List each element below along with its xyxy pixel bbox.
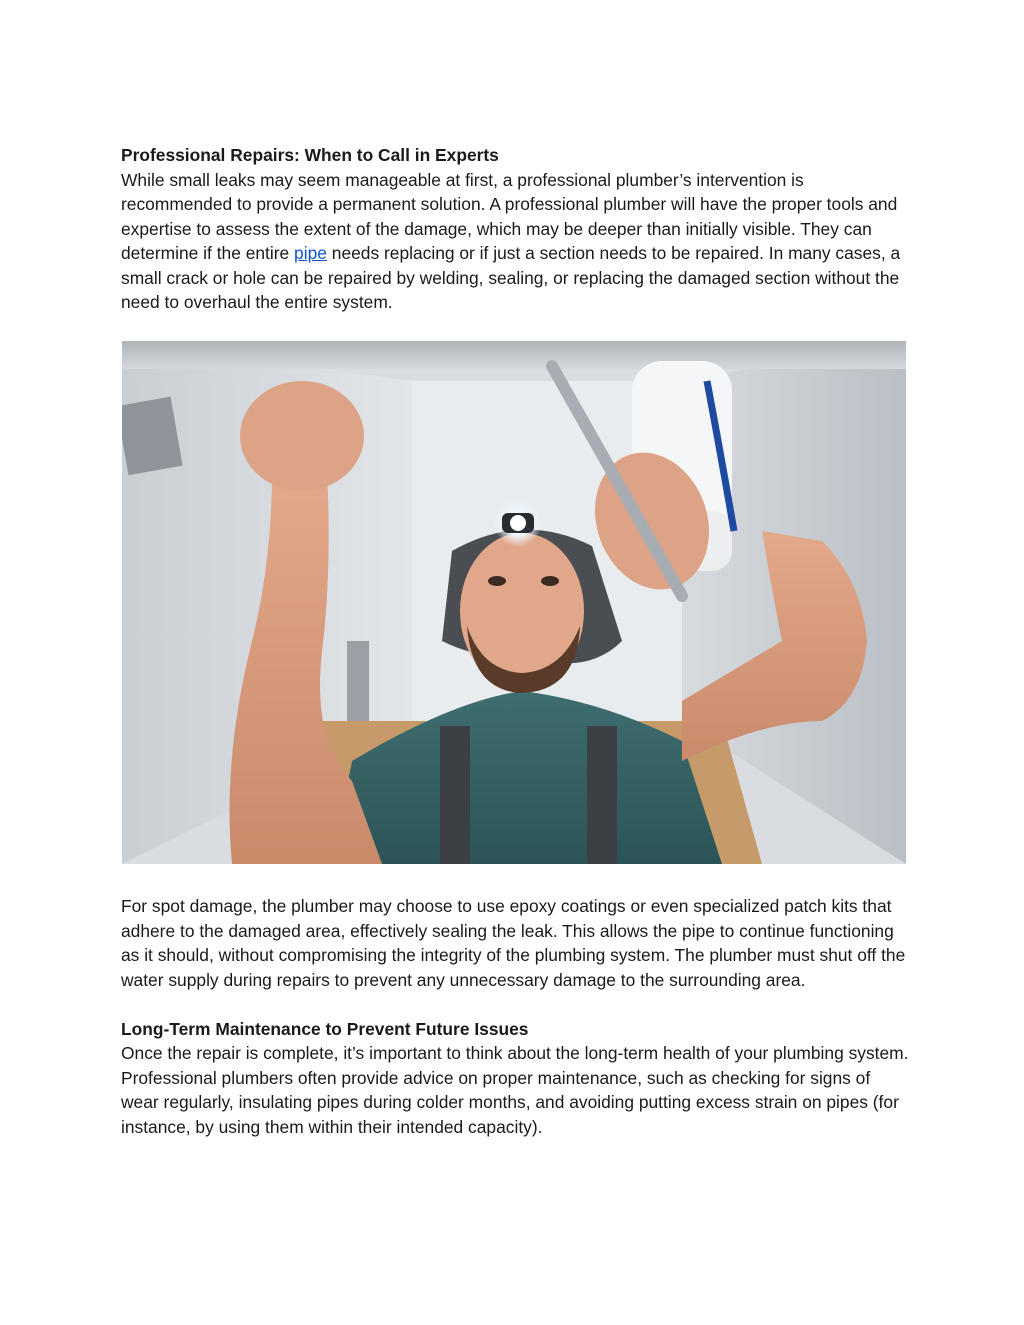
pipe-link[interactable]: pipe	[294, 243, 327, 263]
section-spot-damage	[121, 894, 911, 1139]
paragraph-maintenance: Once the repair is complete, it’s important to think about the long-term health of your plumbing system. Professional plumbers often provide advice on proper maintenance, such as checking for signs of wear regularly, insulating pipes during colder months, and avoiding putting excess strain on pipes (for instance, by using them within their intended capacity).	[121, 1043, 909, 1137]
paragraph-gap	[121, 992, 911, 1017]
paragraph-repairs-text-1: While small leaks may seem manageable at first, a professional plumber’s intervention is recommended to provide a permanent solution. A professional plumber will have the proper tools and expertise to assess the extent of the damage, which may be deeper than initially visible. They can determine if the entire	[121, 169, 898, 263]
paragraph-spot-damage: For spot damage, the plumber may choose to use epoxy coatings or even specialized patch kits that adhere to the damaged area, effectively sealing the leak. This allows the pipe to continue functioning as it should, without compromising the integrity of the plumbing system. The plumber must shut off the water supply during repairs to prevent any unnecessary damage to the surrounding area.	[121, 896, 906, 990]
plumber-photo	[122, 341, 906, 864]
paragraph-repairs-text-2: needs replacing or if just a section needs to be repaired. In many cases, a small crack or hole can be repaired by welding, sealing, or replacing the damaged section without the need to overhaul the entire system.	[121, 243, 901, 312]
section-repairs	[121, 143, 911, 315]
paragraph-repairs	[121, 168, 911, 315]
section-heading-maintenance: Long-Term Maintenance to Prevent Future Issues	[121, 1018, 529, 1039]
section-heading-repairs: Professional Repairs: When to Call in Experts	[121, 145, 499, 165]
